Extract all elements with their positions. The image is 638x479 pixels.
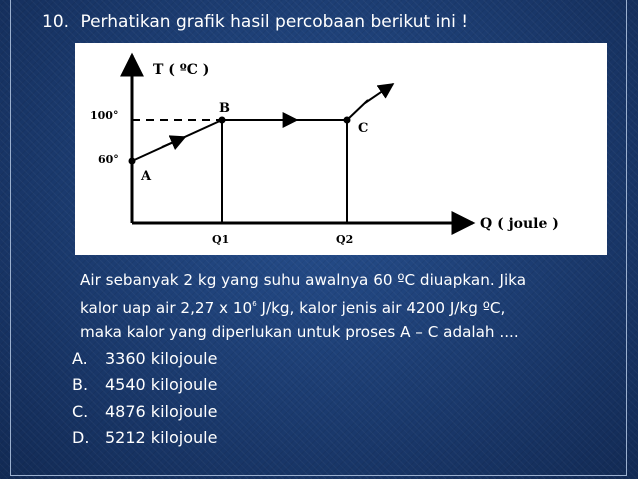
point-b bbox=[219, 117, 226, 124]
point-c bbox=[344, 117, 351, 124]
option-text: 3360 kilojoule bbox=[105, 349, 218, 368]
arrow-a-b bbox=[162, 137, 185, 147]
temperature-heat-graph bbox=[75, 43, 607, 255]
y-axis-label: T ( ºC ) bbox=[153, 62, 210, 78]
x-tick-label-q2: Q2 bbox=[336, 233, 354, 246]
option-text: 4540 kilojoule bbox=[105, 375, 218, 395]
exponent: 6 bbox=[252, 300, 257, 308]
segment-after-c bbox=[347, 100, 368, 120]
problem-line-3: maka kalor yang diperlukan untuk proses A – C adalah .... bbox=[80, 323, 519, 341]
arrow-after-c bbox=[365, 84, 393, 103]
option-letter: C. bbox=[72, 401, 89, 421]
y-tick-label-60: 60° bbox=[98, 153, 119, 166]
question-text: Perhatikan grafik hasil percobaan berikut ini ! bbox=[80, 12, 469, 32]
option-text: 4876 kilojoule bbox=[105, 401, 218, 421]
x-tick-label-q1: Q1 bbox=[212, 233, 230, 246]
problem-line-2-end: J/kg, kalor jenis air 4200 J/kg ºC, bbox=[256, 299, 506, 317]
point-label-b: B bbox=[219, 101, 230, 116]
problem-line-2 bbox=[80, 292, 625, 320]
problem-line-2-start: kalor uap air 2,27 x 10 bbox=[80, 299, 253, 317]
point-label-c: C bbox=[358, 121, 369, 136]
option-letter: B. bbox=[72, 375, 89, 395]
option-text: 5212 kilojoule bbox=[105, 427, 218, 447]
option-b[interactable] bbox=[72, 372, 217, 398]
problem-statement bbox=[80, 268, 625, 344]
question-number: 10. bbox=[42, 12, 70, 32]
x-axis-label: Q ( joule ) bbox=[480, 216, 559, 232]
problem-line-1: Air sebanyak 2 kg yang suhu awalnya 60 ºC diuapkan. Jika bbox=[80, 271, 527, 289]
option-c[interactable] bbox=[72, 399, 217, 425]
option-d[interactable] bbox=[72, 425, 217, 451]
y-tick-label-100: 100° bbox=[90, 109, 119, 122]
graph-figure bbox=[75, 43, 607, 255]
option-letter: A. bbox=[72, 349, 88, 368]
answer-options bbox=[72, 346, 217, 451]
point-a bbox=[129, 158, 136, 165]
option-a[interactable] bbox=[72, 346, 217, 372]
point-label-a: A bbox=[141, 169, 152, 184]
option-letter: D. bbox=[72, 427, 90, 447]
question-title bbox=[42, 12, 468, 32]
